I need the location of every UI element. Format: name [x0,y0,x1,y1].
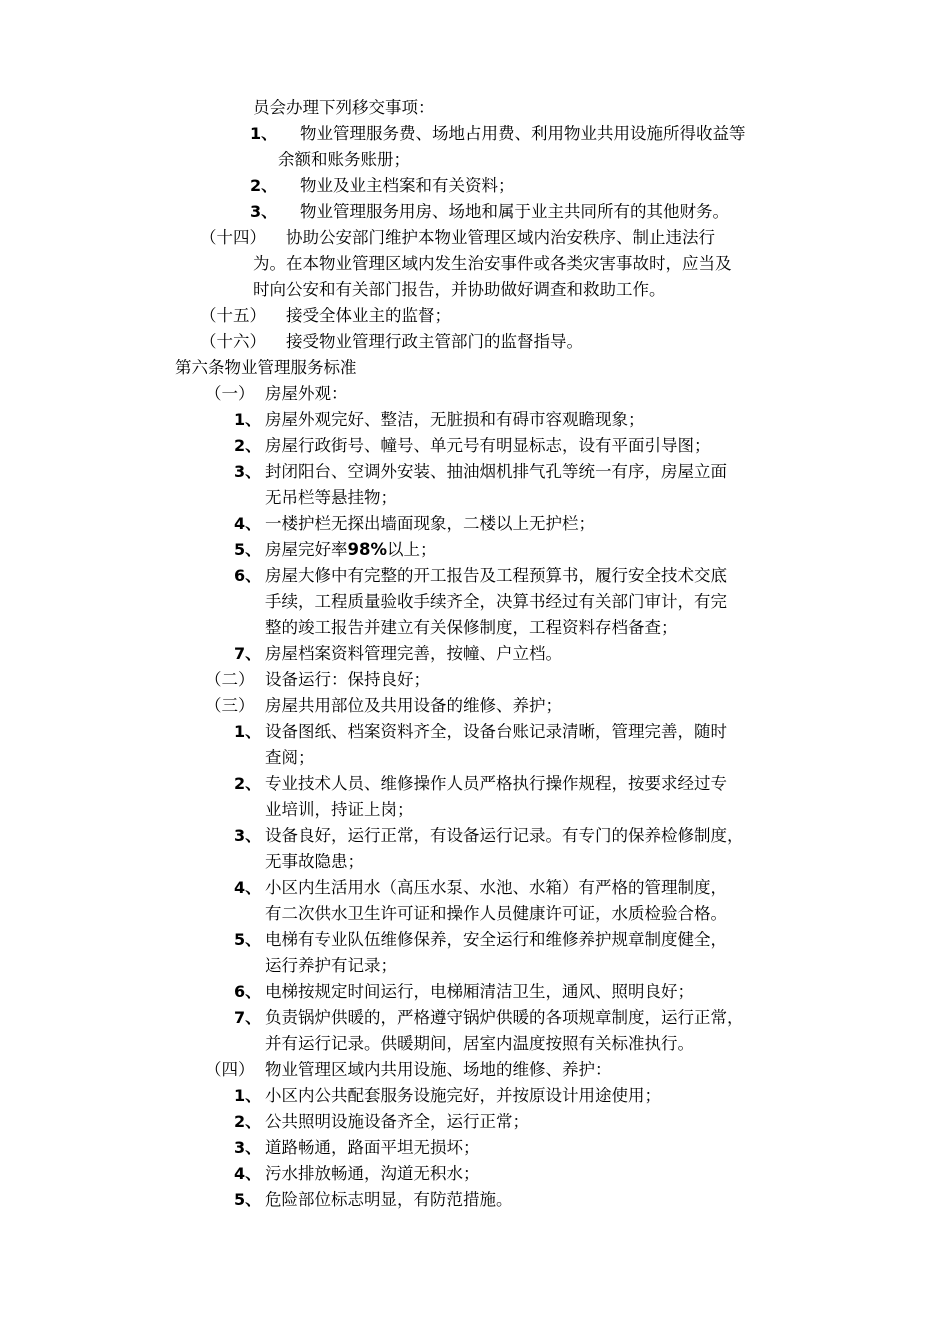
item-number: 7、 [234,644,262,663]
text-line: 小区内生活用水（高压水泵、水池、水箱）有严格的管理制度， [265,878,727,897]
text-line: 接受物业管理行政主管部门的监督指导。 [286,332,583,351]
text-fragment: 以上； [387,540,437,559]
text-line: 设备运行：保持良好； [265,670,430,689]
item-number: 5、 [234,540,262,559]
text-line: 查阅； [265,748,315,767]
text-line: 业培训，持证上岗； [265,800,414,819]
text-line: 封闭阳台、空调外安装、抽油烟机排气孔等统一有序，房屋立面 [265,462,727,481]
text-line: 危险部位标志明显，有防范措施。 [265,1190,513,1209]
item-number: 3、 [234,826,262,845]
article-heading: 第六条物业管理服务标准 [175,358,357,377]
text-line: 公共照明设施设备齐全，运行正常； [265,1112,529,1131]
text-line: 手续，工程质量验收手续齐全，决算书经过有关部门审计，有完 [265,592,727,611]
text-line: 时向公安和有关部门报告，并协助做好调查和救助工作。 [253,280,666,299]
text-line: 运行养护有记录； [265,956,397,975]
text-line: 设备图纸、档案资料齐全，设备台账记录清晰，管理完善，随时 [265,722,727,741]
item-number: 2、 [234,774,262,793]
item-number: 5、 [234,930,262,949]
item-number: 4、 [234,878,262,897]
text-line: 房屋外观完好、整洁，无脏损和有碍市容观瞻现象； [265,410,645,429]
text-line: 为。在本物业管理区域内发生治安事件或各类灾害事故时，应当及 [253,254,732,273]
item-number: 4、 [234,514,262,533]
text-line: 无事故隐患； [265,852,364,871]
text-line: 设备良好，运行正常，有设备运行记录。有专门的保养检修制度， [265,826,744,845]
item-number: 1、 [234,410,262,429]
item-number: 2、 [234,1112,262,1131]
text-fragment: 房屋完好率 [265,540,348,559]
item-number: 5、 [234,1190,262,1209]
text-line: 余额和账务账册； [278,150,410,169]
item-number: 1、 [234,722,262,741]
text-line: 房屋档案资料管理完善，按幢、户立档。 [265,644,562,663]
text-line: 物业及业主档案和有关资料； [300,176,515,195]
text-line: 道路畅通，路面平坦无损坏； [265,1138,480,1157]
item-number: 2、 [234,436,262,455]
item-number: 3、 [250,202,278,221]
text-line: 并有运行记录。供暖期间，居室内温度按照有关标准执行。 [265,1034,694,1053]
item-number: 3、 [234,1138,262,1157]
text-line: 房屋行政街号、幢号、单元号有明显标志，设有平面引导图； [265,436,711,455]
section-number: （二） [205,670,255,689]
text-line: 电梯按规定时间运行，电梯厢清洁卫生，通风、照明良好； [265,982,694,1001]
item-number: 6、 [234,566,262,585]
text-line: 污水排放畅通，沟道无积水； [265,1164,480,1183]
text-line [265,538,437,562]
text-line: 负责锅炉供暖的，严格遵守锅炉供暖的各项规章制度，运行正常， [265,1008,744,1027]
item-number: 6、 [234,982,262,1001]
section-number: （十五） [200,306,266,325]
item-number: 1、 [234,1086,262,1105]
text-line: 协助公安部门维护本物业管理区域内治安秩序、制止违法行 [286,228,715,247]
text-line: 一楼护栏无探出墙面现象，二楼以上无护栏； [265,514,595,533]
text-line: 物业管理服务用房、场地和属于业主共同所有的其他财务。 [300,202,729,221]
text-line: 无吊栏等悬挂物； [265,488,397,507]
section-number: （一） [205,384,255,403]
text-line: 员会办理下列移交事项： [253,98,435,117]
text-line: 小区内公共配套服务设施完好，并按原设计用途使用； [265,1086,661,1105]
section-number: （十四） [200,228,266,247]
item-number: 2、 [250,176,278,195]
text-line: 物业管理服务费、场地占用费、利用物业共用设施所得收益等 [300,124,746,143]
text-line: 整的竣工报告并建立有关保修制度，工程资料存档备查； [265,618,678,637]
text-line: 电梯有专业队伍维修保养，安全运行和维修养护规章制度健全， [265,930,727,949]
item-number: 4、 [234,1164,262,1183]
item-number: 3、 [234,462,262,481]
text-line: 接受全体业主的监督； [286,306,451,325]
section-number: （四） [205,1060,255,1079]
text-line: 房屋大修中有完整的开工报告及工程预算书，履行安全技术交底 [265,566,727,585]
percentage-value: 98% [347,540,387,559]
item-number: 7、 [234,1008,262,1027]
text-line: 物业管理区域内共用设施、场地的维修、养护： [265,1060,612,1079]
section-number: （三） [205,696,255,715]
text-line: 房屋共用部位及共用设备的维修、养护； [265,696,562,715]
item-number: 1、 [250,124,278,143]
text-line: 房屋外观： [265,384,348,403]
section-number: （十六） [200,332,266,351]
text-line: 有二次供水卫生许可证和操作人员健康许可证，水质检验合格。 [265,904,727,923]
text-line: 专业技术人员、维修操作人员严格执行操作规程，按要求经过专 [265,774,727,793]
